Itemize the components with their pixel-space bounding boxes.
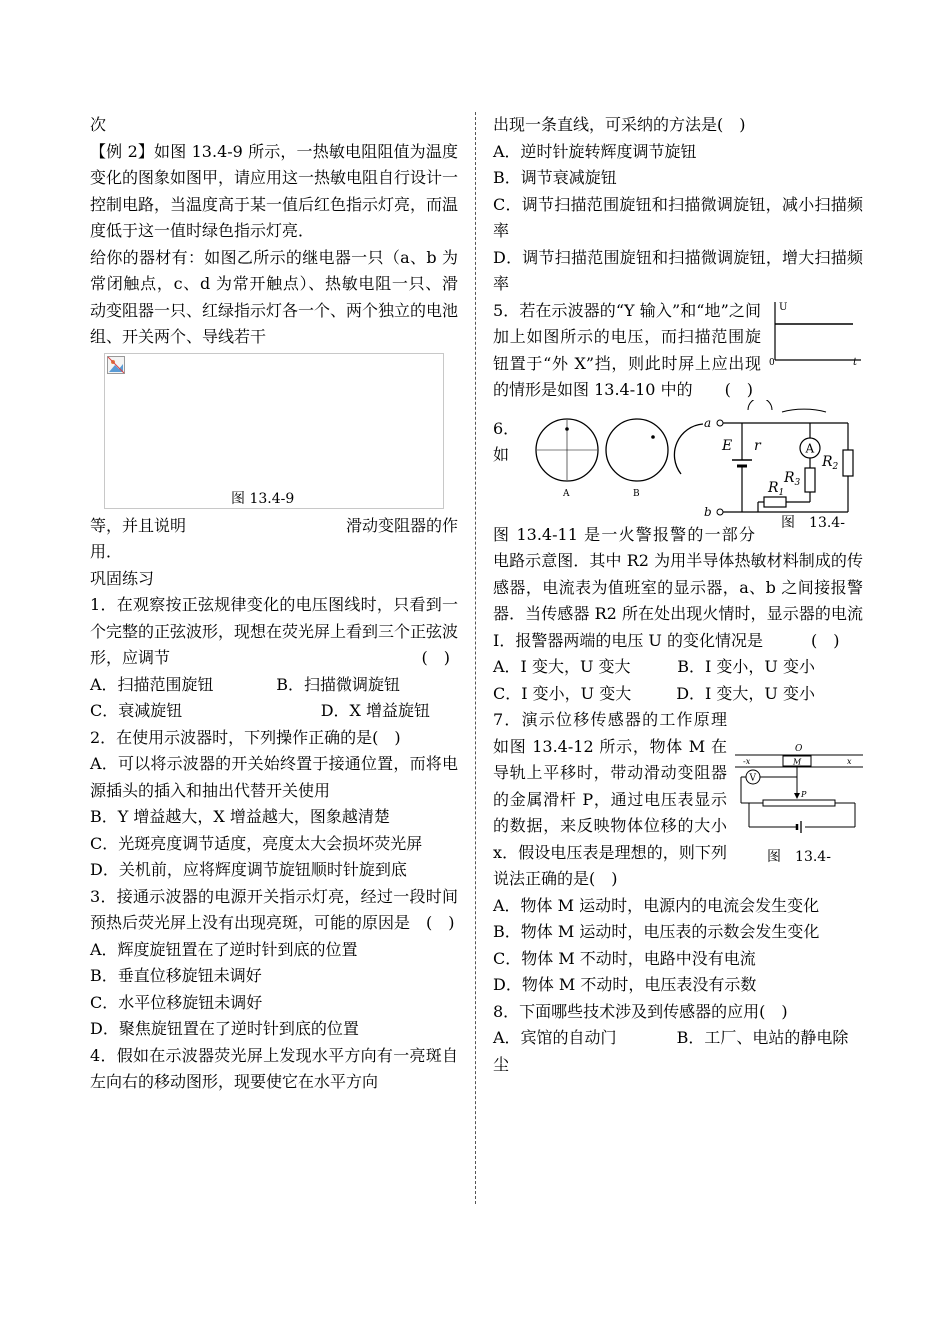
u-label: U bbox=[779, 301, 788, 313]
r1-subscript: 1 bbox=[778, 487, 785, 498]
answer-blank: ( ) bbox=[421, 648, 450, 667]
column-divider bbox=[475, 112, 476, 1204]
slider-label: P bbox=[801, 790, 807, 799]
option-a: A．I 变大，U 变大 bbox=[493, 657, 631, 676]
r1-label bbox=[767, 480, 784, 498]
question-5-text: 5．若在示波器的“Y 输入”和“地”之间加上如图所示的电压，而扫描范围旋钮置于“外 X”挡，则此时屏上应出现的情形是如图 13.4-10 中的 ( ) bbox=[493, 300, 761, 399]
oscilloscope-screens bbox=[535, 414, 703, 498]
options-row bbox=[493, 1025, 863, 1078]
screen-a-dot bbox=[565, 427, 569, 431]
sensor-figure bbox=[735, 743, 863, 866]
example-2-text: 【例 2】如图 13.4-9 所示，一热敏电阻阻值为温度变化的图象如图甲，请应用这一热敏电阻自行设计一控制电路，当温度高于某一值后红色指示灯亮，而温度低于这一值时绿色指示灯亮． bbox=[90, 141, 459, 240]
terminal-a-label: a bbox=[704, 415, 712, 430]
option-a: A．辉度旋钮置在了逆时针到底的位置 bbox=[90, 939, 358, 959]
option-d: D．关机前，应将辉度调节旋钮顺时针旋到底 bbox=[90, 860, 407, 879]
option-c: C．I 变小，U 变大 bbox=[493, 683, 632, 703]
question-7 bbox=[493, 707, 863, 893]
equipment-text: 给你的器材有：如图乙所示的继电器一只（a、b 为常闭触点，c、d 为常开触点）、热敏电阻一只、滑动变阻器一只、红绿指示灯各一个、两个独立的电池组、开关两个、导线若干 bbox=[90, 247, 459, 346]
circuit-arc bbox=[748, 400, 772, 410]
option-b: B．扫描微调旋钮 bbox=[276, 674, 400, 694]
figure-row bbox=[493, 414, 863, 522]
question-6 bbox=[493, 514, 863, 655]
option-c: C．调节扫描范围旋钮和扫描微调旋钮，减小扫描频率 bbox=[493, 194, 863, 240]
r2-subscript: 2 bbox=[832, 461, 839, 472]
terminal-b-label: b bbox=[704, 504, 712, 519]
question-4: 4．假如在示波器荧光屏上发现水平方向有一亮斑自左向右的移动图形，现要使它在水平方向 bbox=[90, 1045, 458, 1091]
text-segment: 等，并且说明 bbox=[90, 515, 187, 535]
resistor-r2 bbox=[843, 450, 853, 476]
origin-label: O bbox=[795, 744, 803, 754]
alarm-circuit-diagram bbox=[698, 400, 863, 522]
emf-label: E bbox=[722, 437, 733, 454]
question-6-number: 6．如 bbox=[493, 418, 520, 464]
r2-label bbox=[821, 454, 839, 472]
figure-13-4-9-placeholder bbox=[104, 353, 444, 509]
internal-resistance-label: r bbox=[754, 437, 761, 454]
origin-label: 0 bbox=[769, 357, 775, 366]
screen-b-dot bbox=[651, 435, 655, 439]
options-row bbox=[493, 654, 863, 681]
question-7-text: 7．演示位移传感器的工作原理如图 13.4-12 所示，物体 M 在导轨上平移时，带动滑动变阻器的金属滑杆 P，通过电压表显示的数据，来反映物体位移的大小 x．假设电压表是理想的，则下列说法正确的是( ) bbox=[493, 710, 727, 888]
option-a: A．物体 M 运动时，电源内的电流会发生变化 bbox=[493, 895, 820, 915]
terminal-a bbox=[717, 420, 723, 426]
screen-b-label: B bbox=[633, 488, 640, 498]
option-b: B．I 变小，U 变小 bbox=[677, 657, 815, 676]
question-6-text: 图 13.4-11 是一火警报警的一部分电路示意图．其中 R2 为用半导体热敏材料制成的传感器，电流表为值班室的显示器，a、b 之间接报警器．当传感器 R2 所在处出现火情时，显示器的电流 I．报警器两端的电压 U 的变化情况是 ( ) bbox=[493, 524, 863, 650]
option-a: A．可以将示波器的开关始终置于接通位置，而将电源插头的插入和抽出代替开关使用 bbox=[90, 754, 458, 800]
question-8: 8．下面哪些技术涉及到传感器的应用( ) bbox=[493, 1001, 788, 1021]
question-3: 3．接通示波器的电源开关指示灯亮，经过一段时间预热后荧光屏上没有出现亮斑，可能的原因是 ( ) bbox=[90, 886, 458, 932]
option-c: C．衰减旋钮 bbox=[90, 701, 183, 720]
option-d: D．X 增益旋钮 bbox=[320, 701, 430, 720]
option-d: D．I 变大，U 变小 bbox=[676, 683, 815, 703]
t-label: t bbox=[853, 356, 858, 366]
rheostat bbox=[763, 800, 835, 806]
broken-image-icon bbox=[107, 356, 125, 374]
option-c: C．光斑亮度调节适度，亮度太大会损坏荧光屏 bbox=[90, 833, 423, 853]
r1-letter: R bbox=[768, 479, 779, 496]
options-row bbox=[493, 681, 863, 708]
option-b: B．工厂、电站的静电除尘 bbox=[493, 1028, 849, 1074]
option-b: B．物体 M 运动时，电压表的示数会发生变化 bbox=[493, 922, 820, 941]
option-d: D．物体 M 不动时，电压表没有示数 bbox=[493, 975, 757, 994]
r3-label bbox=[783, 470, 801, 488]
r2-letter: R bbox=[822, 453, 833, 470]
option-b: B．调节衰减旋钮 bbox=[493, 168, 617, 187]
displacement-sensor-diagram bbox=[735, 743, 863, 843]
voltage-time-graph bbox=[769, 298, 863, 366]
option-a: A．逆时针旋转辉度调节旋钮 bbox=[493, 141, 697, 161]
neg-x-label: -x bbox=[743, 757, 751, 766]
right-column bbox=[493, 112, 863, 1078]
resistor-r3 bbox=[805, 468, 815, 492]
question-5 bbox=[493, 298, 863, 404]
slider-tip bbox=[794, 793, 800, 799]
options-row bbox=[90, 672, 458, 699]
option-a: A．宾馆的自动门 bbox=[493, 1028, 617, 1047]
figure-caption: 图 13.4-9 bbox=[231, 490, 295, 507]
option-d: D．聚焦旋钮置在了逆时针到底的位置 bbox=[90, 1019, 359, 1038]
text-row bbox=[90, 513, 458, 540]
question-1 bbox=[90, 592, 458, 672]
screen-a-label: A bbox=[563, 488, 570, 498]
object-m-label: M bbox=[793, 757, 802, 767]
figure-caption: 图 13.4- bbox=[767, 848, 831, 865]
option-b: B．垂直位移旋钮未调好 bbox=[90, 966, 262, 985]
terminal-b bbox=[717, 509, 723, 515]
r3-subscript: 3 bbox=[794, 477, 801, 488]
option-b: B．Y 增益越大，X 增益越大，图象越清楚 bbox=[90, 807, 390, 826]
figure-caption: 图 13.4- bbox=[781, 514, 845, 531]
question-4-continued: 出现一条直线，可采纳的方法是( ) bbox=[493, 115, 746, 134]
pos-x-label: x bbox=[847, 757, 852, 766]
section-heading: 巩固练习 bbox=[90, 568, 155, 588]
ammeter-label: A bbox=[805, 441, 815, 455]
left-column bbox=[90, 112, 458, 1096]
text-line: 用． bbox=[90, 542, 123, 561]
options-row bbox=[90, 698, 458, 725]
text-line: 次 bbox=[90, 115, 107, 134]
screen-b bbox=[606, 419, 668, 481]
option-d: D．调节扫描范围旋钮和扫描微调旋钮，增大扫描频率 bbox=[493, 247, 863, 293]
option-c: C．水平位移旋钮未调好 bbox=[90, 992, 263, 1012]
resistor-r1 bbox=[764, 497, 786, 507]
question-2: 2．在使用示波器时，下列操作正确的是( ) bbox=[90, 727, 401, 747]
option-c: C．物体 M 不动时，电路中没有电流 bbox=[493, 948, 756, 968]
voltmeter-label: V bbox=[749, 773, 756, 784]
r3-letter: R bbox=[784, 469, 795, 486]
text-segment: 滑动变阻器的作 bbox=[345, 515, 458, 535]
option-a: A．扫描范围旋钮 bbox=[90, 674, 214, 694]
circuit-arc bbox=[782, 409, 826, 412]
question-text: 1．在观察按正弦规律变化的电压图线时，只看到一个完整的正弦波形，现想在荧光屏上看到三个正弦波形，应调节 bbox=[90, 595, 459, 667]
